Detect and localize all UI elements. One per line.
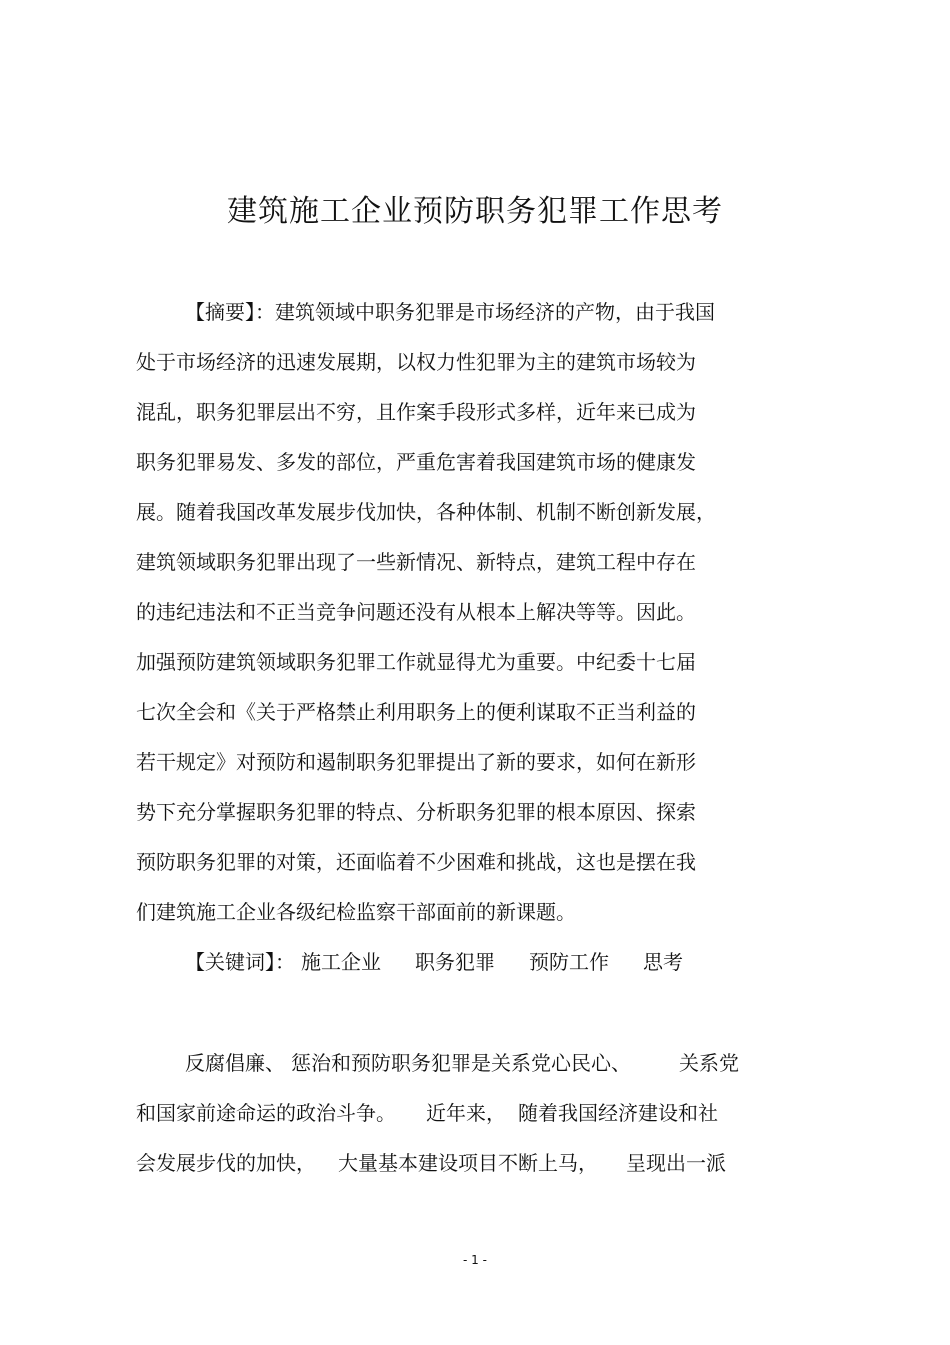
abstract-line: 职务犯罪易发、多发的部位，严重危害着我国建筑市场的健康发 (136, 450, 696, 474)
abstract-line: 混乱，职务犯罪层出不穷，且作案手段形式多样，近年来已成为 (136, 400, 696, 424)
abstract-line: 的违纪违法和不正当竞争问题还没有从根本上解决等等。因此。 (136, 600, 696, 624)
keyword: 思考 (643, 950, 683, 974)
abstract-line: 处于市场经济的迅速发展期，以权力性犯罪为主的建筑市场较为 (136, 350, 696, 374)
abstract-line: 若干规定》对预防和遏制职务犯罪提出了新的要求，如何在新形 (136, 750, 696, 774)
body-segment: 反腐倡廉、 (185, 1051, 285, 1075)
abstract-line: 建筑领域职务犯罪出现了一些新情况、新特点，建筑工程中存在 (136, 550, 696, 574)
abstract-line: 预防职务犯罪的对策，还面临着不少困难和挑战，这也是摆在我 (136, 850, 696, 874)
abstract-line: 展。随着我国改革发展步伐加快，各种体制、机制不断创新发展， (136, 500, 716, 524)
abstract-line: 势下充分掌握职务犯罪的特点、分析职务犯罪的根本原因、探索 (136, 800, 696, 824)
body-segment: 呈现出一派 (626, 1151, 726, 1175)
document-title: 建筑施工企业预防职务犯罪工作思考 (227, 194, 723, 229)
body-line (136, 1099, 718, 1127)
keywords-label: 【关键词】： (185, 950, 295, 974)
keyword: 施工企业 (301, 950, 381, 974)
body-segment: 近年来， (426, 1101, 506, 1125)
body-line (136, 1149, 726, 1177)
body-segment: 惩治和预防职务犯罪是关系党心民心、 (291, 1051, 631, 1075)
abstract-line: 们建筑施工企业各级纪检监察干部面前的新课题。 (136, 900, 576, 924)
abstract-first-line (185, 298, 715, 326)
body-segment: 随着我国经济建设和社 (518, 1101, 718, 1125)
abstract-label: 【摘要】： (185, 300, 275, 324)
abstract-line: 七次全会和《关于严格禁止利用职务上的便利谋取不正当利益的 (136, 700, 696, 724)
keyword: 职务犯罪 (415, 950, 495, 974)
body-line (185, 1049, 739, 1077)
abstract-line: 加强预防建筑领域职务犯罪工作就显得尤为重要。中纪委十七届 (136, 650, 696, 674)
keywords-line (185, 948, 683, 976)
keyword: 预防工作 (529, 950, 609, 974)
body-segment: 和国家前途命运的政治斗争。 (136, 1101, 396, 1125)
body-segment: 大量基本建设项目不断上马， (338, 1151, 598, 1175)
page-number: - 1 - (463, 1253, 487, 1267)
abstract-line: 建筑领域中职务犯罪是市场经济的产物，由于我国 (275, 300, 715, 324)
body-segment: 会发展步伐的加快， (136, 1151, 316, 1175)
body-segment: 关系党 (679, 1051, 739, 1075)
